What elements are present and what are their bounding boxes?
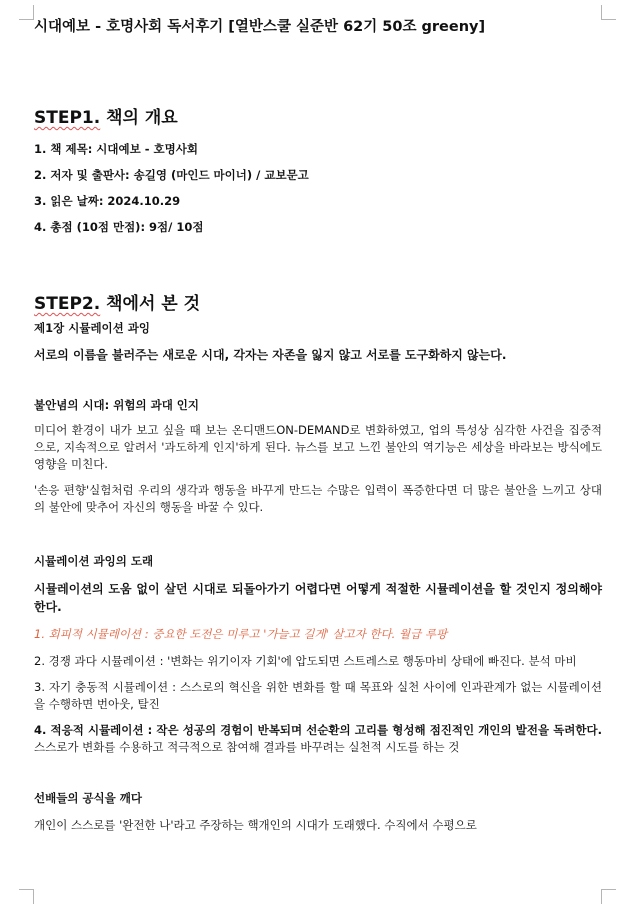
document-title: 시대예보 - 호명사회 독서후기 [열반스쿨 실준반 62기 50조 greeny] (34, 19, 486, 35)
anxiety-paragraph-1: 미디어 환경이 내가 보고 싶을 때 보는 온디맨드ON-DEMAND로 변화하였고, 업의 특성상 심각한 사건을 집중적으로, 지속적으로 알려서 '과도하게 인지'하게 된다. 뉴스를 보고 느낀 불안의 역기능은 세상을 바라보는 방식에도 영향을 미친다. (34, 423, 602, 471)
simulation-lead: 시뮬레이션의 도움 없이 살던 시대로 되돌아가기 어렵다면 어떻게 적절한 시뮬레이션을 할 것인지 정의해야 한다. (34, 582, 602, 614)
overview-list (34, 136, 602, 240)
overview-item-title: 1. 책 제목: 시대예보 - 호명사회 (34, 142, 198, 156)
step2-heading (34, 292, 602, 316)
step1-heading (34, 106, 602, 130)
corner-mark-bottom-left (19, 889, 34, 904)
chapter1-lead: 서로의 이름을 불러주는 새로운 시대, 각자는 자존을 잃지 않고 서로를 도구화하지 않는다. (34, 348, 507, 362)
simulation-item-avoidant: 1. 회피적 시뮬레이션 : 중요한 도전은 미루고 '가늘고 길게' 살고자 한다. 월급 루팡 (34, 627, 448, 641)
step2-tag: STEP2. (34, 294, 101, 314)
chapter1-title: 제1장 시뮬레이션 과잉 (34, 321, 150, 335)
step1-heading-rest: 책의 개요 (100, 108, 178, 128)
anxiety-paragraph-2: '손응 편향'실험처럼 우리의 생각과 행동을 바꾸게 만드는 수많은 입력이 폭증한다면 더 많은 불안을 느끼고 상대의 불안에 맞추어 자신의 행동을 바꿀 수 있다. (34, 483, 602, 514)
simulation-item-competition: 2. 경쟁 과다 시뮬레이션 : '변화는 위기이자 기회'에 압도되면 스트레스로 행동마비 상태에 빠진다. 분석 마비 (34, 654, 577, 668)
simulation-section-title: 시뮬레이션 과잉의 도래 (34, 554, 154, 568)
corner-mark-top-left (19, 5, 34, 20)
overview-item-date: 3. 읽은 날짜: 2024.10.29 (34, 194, 181, 208)
corner-mark-top-right (601, 5, 616, 20)
simulation-item-adaptive-rest: 스스로가 변화를 수용하고 적극적으로 참여해 결과를 바꾸려는 실천적 시도를 하는 것 (34, 740, 460, 754)
overview-item-author: 2. 저자 및 출판사: 송길영 (마인드 마이너) / 교보문고 (34, 168, 309, 182)
document-body[interactable] (34, 16, 602, 834)
simulation-item-impulsive: 3. 자기 충동적 시뮬레이션 : 스스로의 혁신을 위한 변화를 할 때 목표와 실천 사이에 인과관계가 없는 시뮬레이션을 수행하면 번아웃, 탈진 (34, 680, 602, 711)
corner-mark-bottom-right (601, 889, 616, 904)
simulation-item-adaptive (34, 722, 602, 756)
anxiety-section-title: 불안념의 시대: 위험의 과대 인지 (34, 398, 200, 412)
step2-heading-rest: 책에서 본 것 (100, 294, 201, 314)
step1-tag: STEP1. (34, 108, 101, 128)
overview-item-score: 4. 총점 (10점 만점): 9점/ 10점 (34, 220, 204, 234)
simulation-item-adaptive-bold: 4. 적응적 시뮬레이션 : 작은 성공의 경험이 반복되며 선순환의 고리를 형성해 점진적인 개인의 발전을 독려한다. (34, 723, 602, 737)
seniors-paragraph-1: 개인이 스스로를 '완전한 나'라고 주장하는 핵개인의 시대가 도래했다. 수직에서 수평으로 (34, 818, 477, 832)
seniors-section-title: 선배들의 공식을 깨다 (34, 791, 142, 805)
